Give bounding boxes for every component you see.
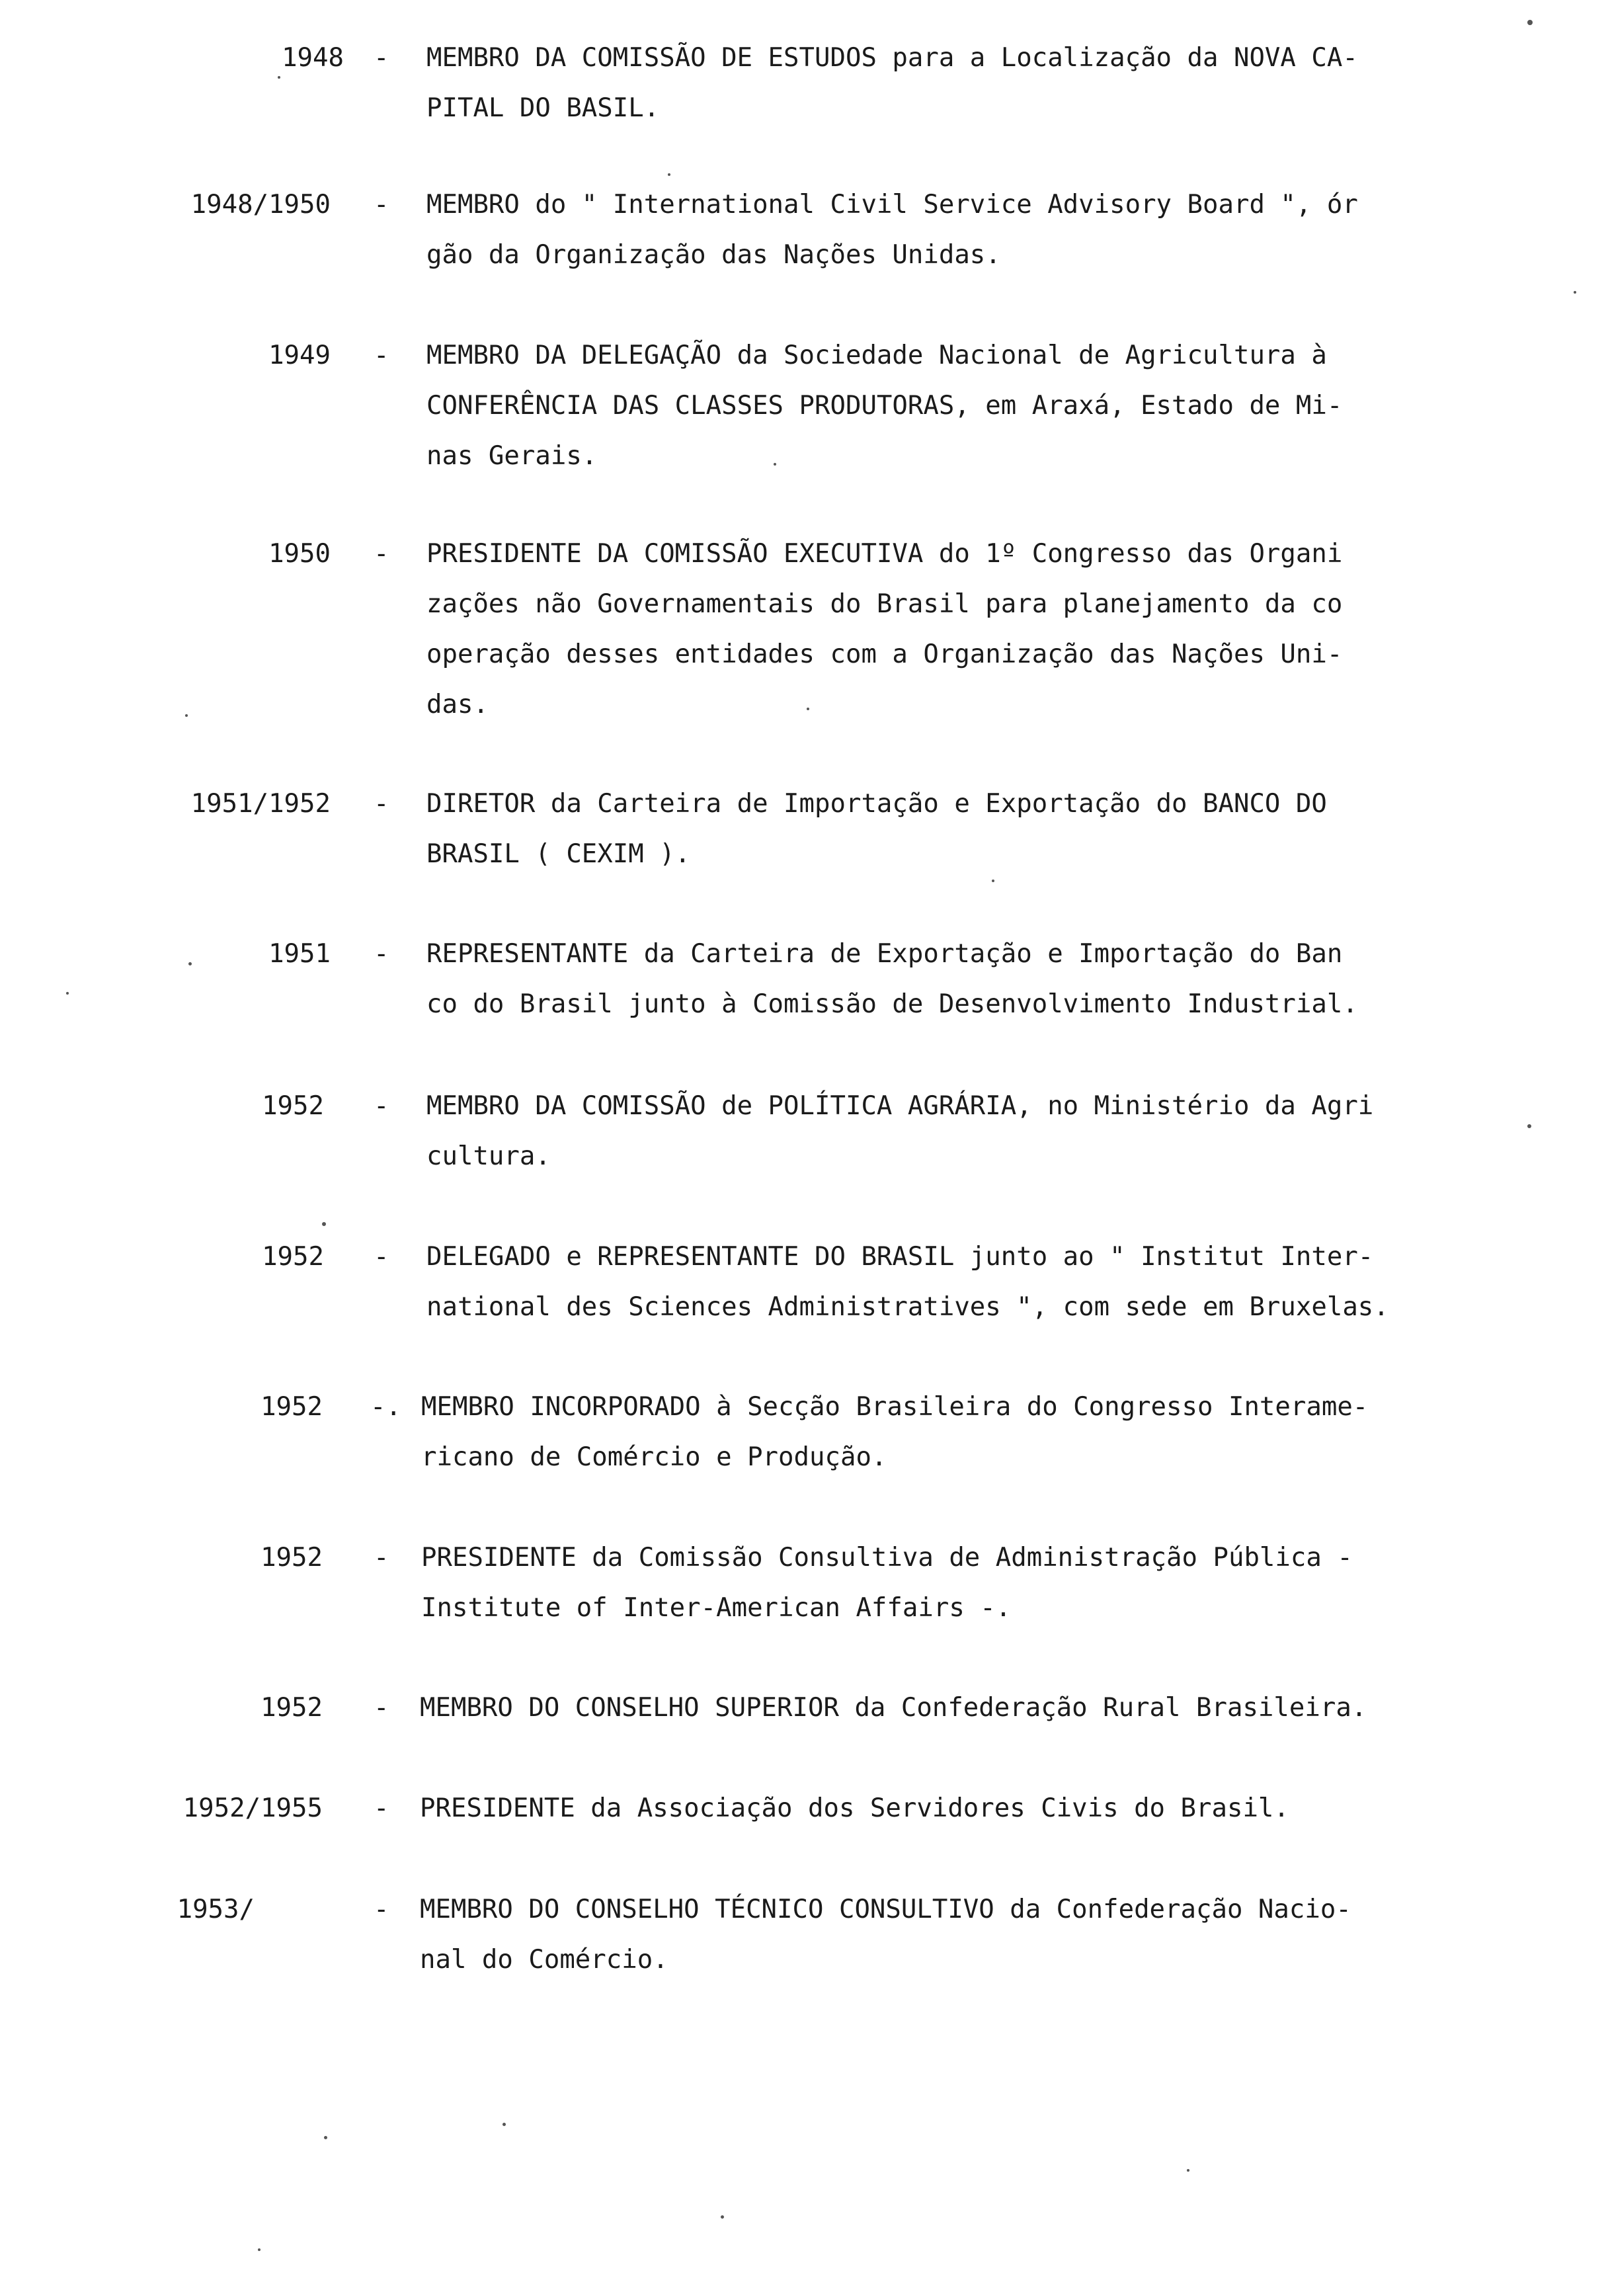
description-line: REPRESENTANTE da Carteira de Exportação e Importação do Ban — [426, 939, 1343, 969]
scan-speck — [258, 2248, 261, 2251]
scan-speck — [774, 463, 776, 466]
scan-speck — [188, 962, 192, 965]
entry-year: 1950 — [268, 539, 331, 569]
entry-dash: - — [374, 539, 389, 569]
description-line: PRESIDENTE da Comissão Consultiva de Administração Pública - — [421, 1543, 1353, 1573]
entry-dash: - — [374, 1242, 389, 1272]
entry-year: 1952 — [261, 1543, 323, 1573]
scan-speck — [185, 714, 188, 717]
description-line: MEMBRO DO CONSELHO SUPERIOR da Confederação Rural Brasileira. — [420, 1693, 1367, 1723]
entry-year: 1951 — [268, 939, 331, 969]
entry-year: 1953/ — [177, 1895, 255, 1924]
description-line: MEMBRO DA COMISSÃO de POLÍTICA AGRÁRIA, no Ministério da Agri — [426, 1091, 1374, 1121]
description-line: national des Sciences Administratives ", com sede em Bruxelas. — [426, 1292, 1389, 1322]
entry-description — [426, 33, 1358, 134]
entry-description — [426, 779, 1327, 880]
scan-speck — [721, 2215, 724, 2219]
entry-dash: - — [374, 190, 389, 220]
description-line: das. — [426, 690, 489, 719]
description-line: co do Brasil junto à Comissão de Desenvolvimento Industrial. — [426, 989, 1358, 1019]
description-line: nal do Comércio. — [420, 1945, 668, 1975]
scan-speck — [1527, 20, 1533, 25]
entry-year: 1952 — [262, 1242, 324, 1272]
scan-speck — [992, 880, 994, 882]
scan-speck — [1187, 2169, 1189, 2172]
scan-speck — [807, 708, 809, 710]
description-line: BRASIL ( CEXIM ). — [426, 839, 691, 869]
description-line: PITAL DO BASIL. — [426, 93, 660, 123]
scan-speck — [66, 992, 69, 995]
entry-description — [426, 180, 1358, 280]
description-line: MEMBRO do " International Civil Service Advisory Board ", ór — [426, 190, 1358, 220]
description-line: PRESIDENTE DA COMISSÃO EXECUTIVA do 1º Congresso das Organi — [426, 539, 1343, 569]
scan-speck — [1574, 291, 1576, 294]
entry-year: 1952 — [261, 1392, 323, 1422]
entry-description — [426, 331, 1342, 481]
entry-dash: -. — [370, 1392, 401, 1422]
entry-description — [421, 1533, 1353, 1633]
entry-description — [426, 529, 1342, 730]
entry-year: 1951/1952 — [190, 789, 331, 819]
description-line: MEMBRO DA DELEGAÇÃO da Sociedade Nacional de Agricultura à — [426, 341, 1327, 370]
description-line: Institute of Inter-American Affairs -. — [421, 1593, 1012, 1623]
scan-speck — [502, 2123, 506, 2126]
entry-description — [420, 1784, 1289, 1834]
entry-description — [426, 1232, 1389, 1332]
entry-dash: - — [374, 1793, 389, 1823]
entry-year: 1948/1950 — [190, 190, 331, 220]
scan-speck — [322, 1222, 326, 1226]
entry-year: 1952 — [261, 1693, 323, 1723]
description-line: MEMBRO INCORPORADO à Secção Brasileira do Congresso Interame- — [421, 1392, 1369, 1422]
entry-dash: - — [374, 43, 389, 73]
description-line: ricano de Comércio e Produção. — [421, 1442, 887, 1472]
entry-year: 1952 — [262, 1091, 324, 1121]
entry-description — [426, 1081, 1373, 1182]
entry-dash: - — [374, 939, 389, 969]
description-line: cultura. — [426, 1141, 551, 1171]
scan-speck — [324, 2136, 327, 2139]
description-line: zações não Governamentais do Brasil para planejamento da co — [426, 589, 1343, 619]
description-line: gão da Organização das Nações Unidas. — [426, 240, 1001, 270]
entry-dash: - — [374, 1091, 389, 1121]
scan-speck — [668, 173, 670, 176]
description-line: DIRETOR da Carteira de Importação e Exportação do BANCO DO — [426, 789, 1327, 819]
entry-description — [420, 1683, 1367, 1733]
entry-dash: - — [374, 789, 389, 819]
description-line: operação desses entidades com a Organização das Nações Uni- — [426, 639, 1343, 669]
entry-dash: - — [374, 1693, 389, 1723]
scan-speck — [1527, 1124, 1531, 1128]
entry-dash: - — [374, 1543, 389, 1573]
description-line: PRESIDENTE da Associação dos Servidores Civis do Brasil. — [420, 1793, 1289, 1823]
description-line: MEMBRO DO CONSELHO TÉCNICO CONSULTIVO da Confederação Nacio- — [420, 1895, 1351, 1924]
entry-description — [420, 1885, 1351, 1985]
entry-year: 1949 — [268, 341, 331, 370]
entry-year: 1952/1955 — [182, 1793, 323, 1823]
description-line: nas Gerais. — [426, 441, 598, 471]
description-line: CONFERÊNCIA DAS CLASSES PRODUTORAS, em Araxá, Estado de Mi- — [426, 391, 1343, 421]
description-line: DELEGADO e REPRESENTANTE DO BRASIL junto ao " Institut Inter- — [426, 1242, 1374, 1272]
entry-description — [426, 929, 1358, 1030]
entry-dash: - — [374, 341, 389, 370]
entry-dash: - — [374, 1895, 389, 1924]
description-line: MEMBRO DA COMISSÃO DE ESTUDOS para a Localização da NOVA CA- — [426, 43, 1358, 73]
scan-speck — [278, 76, 280, 79]
entry-year: 1948 — [282, 43, 344, 73]
entry-description — [421, 1382, 1368, 1483]
